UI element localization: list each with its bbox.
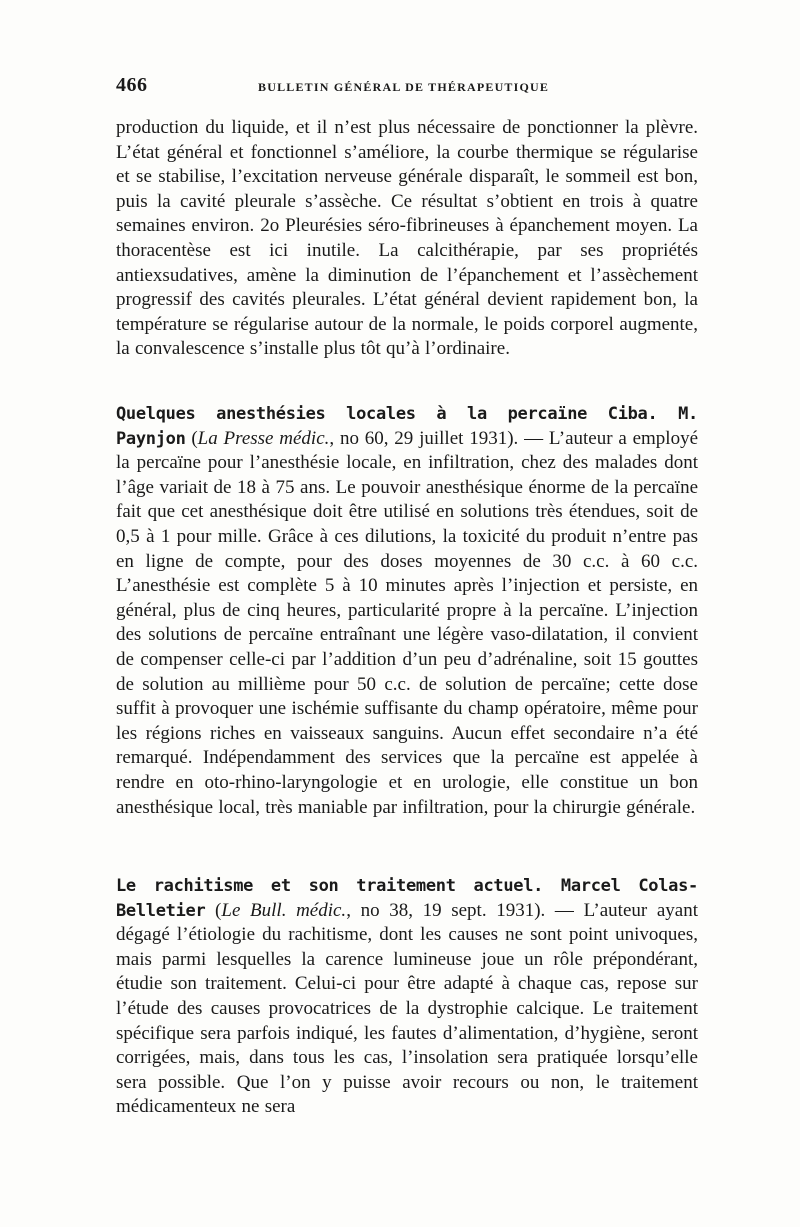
running-head <box>116 74 698 98</box>
source-reference: , no 60, 29 juillet 1931). — <box>329 427 549 449</box>
article-body: L’auteur ayant dégagé l’étiologie du rachitisme, dont les causes ne sont point univoques, mais parmi lesquelles la carence lumineuse joue un rôle prépondérant, étudie son traitement. Celui-ci pour être adapté à chaque cas, repose sur l’étude des causes provocatrices de la dystrophie calcique. Le traitement spécifique sera parfois indiqué, les fautes d’alimentation, d’hygiène, seront corrigées, mais, dans tous les cas, l’insolation sera pratiquée lorsqu’elle sera possible. Que l’on y puisse avoir recours ou non, le traitement médicamenteux ne sera <box>116 899 699 1118</box>
article-percaine <box>116 402 698 820</box>
article-title: Le rachitisme et son traitement actuel. Marcel Colas-Belletier <box>116 876 698 921</box>
source-reference: , no 38, 19 sept. 1931). — <box>346 899 584 921</box>
source-open: ( <box>205 899 222 921</box>
source-open: ( <box>185 427 198 449</box>
source-journal: La Presse médic. <box>197 427 330 449</box>
article-title: Quelques anesthésies locales à la percaïne Ciba. M. Paynjon <box>116 404 698 449</box>
article-rachitisme <box>116 874 698 1120</box>
source-journal: Le Bull. médic. <box>221 899 347 921</box>
page-number: 466 <box>116 74 148 96</box>
paragraph-pleuresies <box>116 116 698 362</box>
journal-title: BULLETIN GÉNÉRAL DE THÉRAPEUTIQUE <box>258 80 550 94</box>
article-body: L’auteur a employé la percaïne pour l’anesthésie locale, en infiltration, chez des malades dont l’âge variait de 18 à 75 ans. Le pouvoir anesthésique énorme de la percaïne fait que cet anesthésique doit être utilisé en solutions très étendues, soit de 0,5 à 1 pour mille. Grâce à ces dilutions, la toxicité du produit n’entre pas en ligne de compte, pour des doses moyennes de 30 c.c. à 60 c.c. L’anesthésie est complète 5 à 10 minutes après l’injection et persiste, en général, plus de cinq heures, particularité propre à la percaïne. L’injection des solutions de percaïne entraînant une légère vaso-dilatation, il convient de compenser celle-ci par l’addition d’un peu d’adrénaline, soit 15 gouttes de solution au millième pour 50 c.c. de solution de percaïne; cette dose suffit à provoquer une ischémie suffisante du champ opératoire, même pour les régions riches en vaisseaux sanguins. Aucun effet secondaire n’a été remarqué. Indépendamment des services que la percaïne est appelée à rendre en oto-rhino-laryngologie et en urologie, elle constitue un bon anesthésique local, très maniable par infiltration, pour la chirurgie générale. <box>116 427 698 818</box>
paragraph-text: production du liquide, et il n’est plus nécessaire de ponctionner la plèvre. L’état général et fonctionnel s’améliore, la courbe thermique se régularise et se stabilise, l’excitation nerveuse générale disparaît, le sommeil est bon, puis la cavité pleurale s’assèche. Ce résultat s’obtient en trois à quatre semaines environ. 2o Pleurésies séro-fibrineuses à épanchement moyen. La thoracentèse est ici inutile. La calcithérapie, par ses propriétés antiexsudatives, amène la diminution de l’épanchement et l’assèchement progressif des cavités pleurales. L’état général devient rapidement bon, la température se régularise autour de la normale, le poids corporel augmente, la convalescence s’installe plus tôt qu’à l’ordinaire. <box>116 117 698 360</box>
